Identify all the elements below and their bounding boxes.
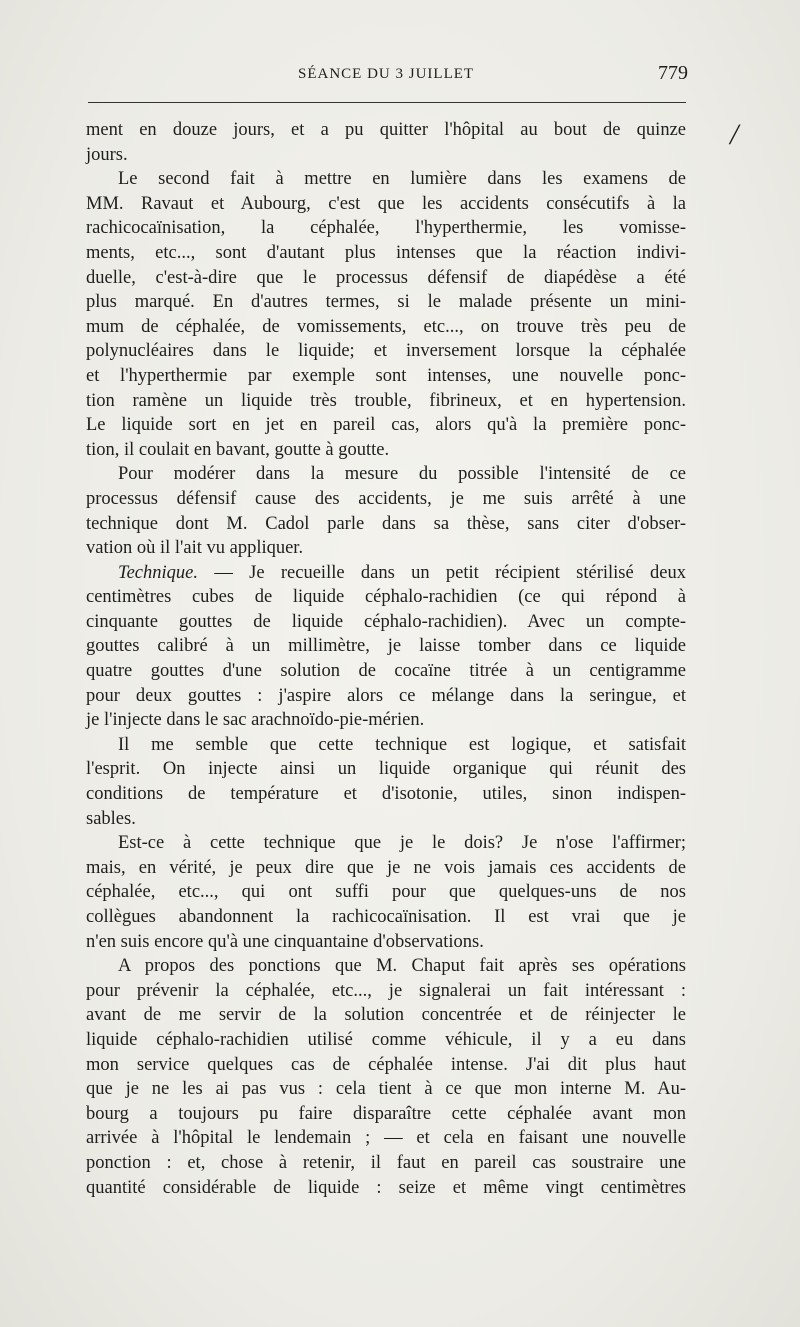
text-line: jours. [86,144,128,165]
text-line: sables. [86,808,136,829]
text-line: quantité considérable de liquide : seize et même vingt centimètres [86,1177,686,1198]
text-line: n'en suis encore qu'à une cinquantaine d'observations. [86,931,484,952]
margin-mark: / [730,118,739,151]
text-line: cinquante gouttes de liquide céphalo-rachidien). Avec un compte- [86,611,686,632]
text-line: ments, etc..., sont d'autant plus intenses que la réaction indivi- [86,242,686,263]
running-head: SÉANCE DU 3 JUILLET [298,66,475,82]
text-line: mais, en vérité, je peux dire que je ne vois jamais ces accidents de [86,857,686,878]
text-line: rachicocaïnisation, la céphalée, l'hyperthermie, les vomisse- [86,218,686,239]
text-line: MM. Ravaut et Aubourg, c'est que les accidents consécutifs à la [86,193,686,214]
text-line: mon service quelques cas de céphalée intense. J'ai dit plus haut [86,1054,686,1075]
text-line: pour prévenir la céphalée, etc..., je signalerai un fait intéressant : [86,980,686,1001]
text-line: Le liquide sort en jet en pareil cas, alors qu'à la première ponc- [86,415,686,436]
text-line: conditions de température et d'isotonie, utiles, sinon indispen- [86,784,686,805]
text-line: tion, il coulait en bavant, goutte à goutte. [86,439,390,460]
text-line: vation où il l'ait vu appliquer. [86,538,304,559]
text-line: duelle, c'est-à-dire que le processus défensif de diapédèse a été [86,267,686,288]
italic-lead: Technique. [118,562,198,583]
text-line: plus marqué. En d'autres termes, si le malade présente un mini- [86,292,686,313]
text-line: liquide céphalo-rachidien utilisé comme véhicule, il y a eu dans [86,1029,686,1050]
text-line: mum de céphalée, de vomissements, etc..., on trouve très peu de [86,316,686,337]
text-line: polynucléaires dans le liquide; et inversement lorsque la céphalée [86,341,686,362]
text-line: avant de me servir de la solution concentrée et de réinjecter le [86,1005,686,1026]
text-line: tion ramène un liquide très trouble, fibrineux, et en hypertension. [86,390,686,411]
text-line: centimètres cubes de liquide céphalo-rachidien (ce qui répond à [86,587,686,608]
text-line: l'esprit. On injecte ainsi un liquide organique qui réunit des [86,759,686,780]
text-line: Il me semble que cette technique est logique, et satisfait [118,734,686,755]
page-number: 779 [658,62,688,84]
text-line: technique dont M. Cadol parle dans sa thèse, sans citer d'obser- [86,513,686,534]
text-line: A propos des ponctions que M. Chaput fait après ses opérations [118,956,686,977]
text-line: ment en douze jours, et a pu quitter l'hôpital au bout de quinze [86,120,686,140]
text-line: quatre gouttes d'une solution de cocaïne titrée à un centigramme [86,661,686,682]
text-line: arrivée à l'hôpital le lendemain ; — et cela en faisant une nouvelle [86,1128,686,1149]
text-line: céphalée, etc..., qui ont suffi pour que quelques-uns de nos [86,882,686,903]
text-line [86,561,686,586]
text-line: et l'hyperthermie par exemple sont intenses, une nouvelle ponc- [86,365,686,386]
text-line: Le second fait à mettre en lumière dans les examens de [118,169,686,190]
text-line: Pour modérer dans la mesure du possible l'intensité de ce [118,464,686,485]
page-header [88,62,688,92]
text-line: collègues abandonnent la rachicocaïnisation. Il est vrai que je [86,907,686,927]
header-rule [88,102,686,103]
text-line: pour deux gouttes : j'aspire alors ce mélange dans la seringue, et [86,685,686,706]
text-line: Est-ce à cette technique que je le dois? Je n'ose l'affirmer; [118,833,686,854]
text-line: bourg a toujours pu faire disparaître cette céphalée avant mon [86,1103,686,1124]
text-line: processus défensif cause des accidents, je me suis arrêté à une [86,488,686,509]
body-text [86,118,686,1200]
text-line: que je ne les ai pas vus : cela tient à ce que mon interne M. Au- [86,1079,686,1100]
text-line: ponction : et, chose à retenir, il faut en pareil cas soustraire une [86,1152,686,1173]
text-line: je l'injecte dans le sac arachnoïdo-pie-mérien. [86,710,425,731]
line-text: — Je recueille dans un petit récipient stérilisé deux [198,562,686,583]
text-line: gouttes calibré à un millimètre, je laisse tomber dans ce liquide [86,636,686,657]
